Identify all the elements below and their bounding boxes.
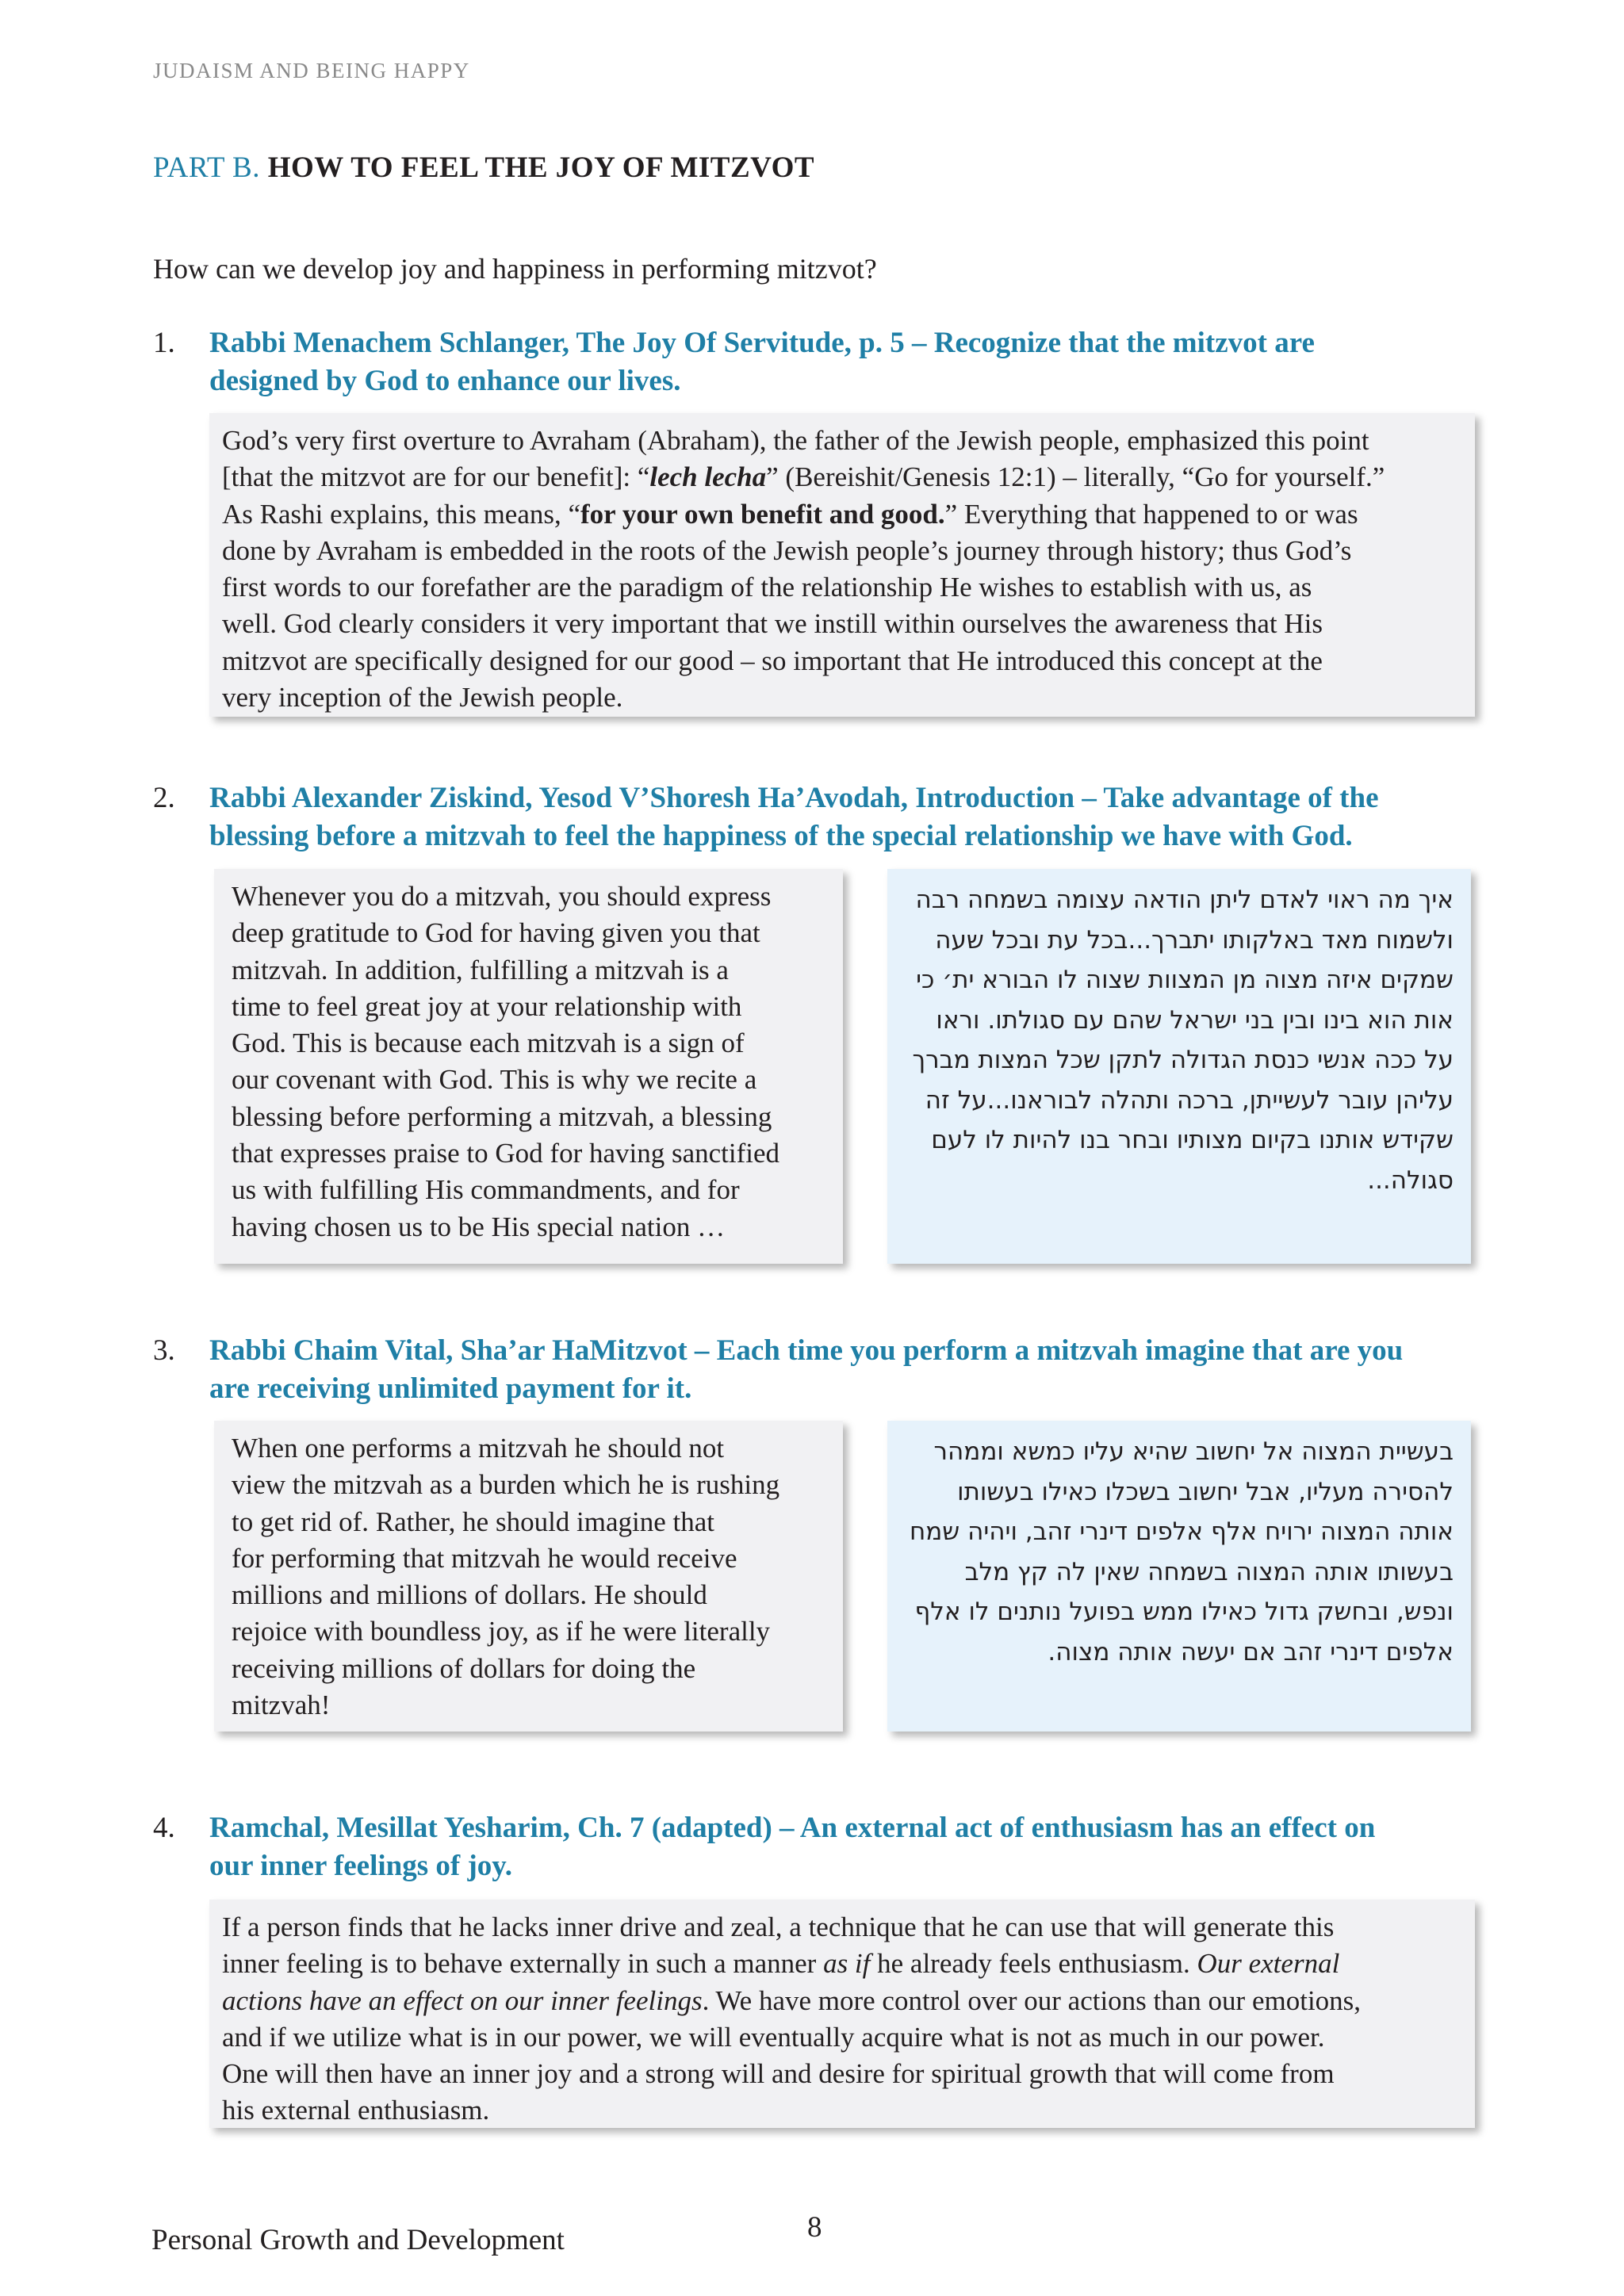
- english-text-box: [214, 869, 843, 1264]
- intro-question: How can we develop joy and happiness in performing mitzvot?: [153, 253, 877, 285]
- source-title-line: are receiving unlimited payment for it.: [209, 1372, 692, 1405]
- text-line: God’s very first overture to Avraham (Abraham), the father of the Jewish people, emphasized this point: [222, 425, 1369, 456]
- text-line: mitzvah!: [232, 1689, 331, 1721]
- text-line: millions and millions of dollars. He should: [232, 1579, 707, 1611]
- text-line: us with fulfilling His commandments, and for: [232, 1174, 740, 1206]
- text-line: mitzvot are specifically designed for our good – so important that He introduced this concept at the: [222, 645, 1323, 676]
- source-title: [209, 779, 1469, 855]
- text-line: God. This is because each mitzvah is a sign of: [232, 1027, 745, 1059]
- hebrew-line: ולשמוח מאד באלקותו יתברך...בכל עת ובכל שעה: [935, 925, 1454, 955]
- hebrew-line: ונפש, ובחשק גדול כאילו ממש בפועל נותנים לו אלף: [914, 1598, 1454, 1626]
- text-line: done by Avraham is embedded in the roots of the Jewish people’s journey through history; thus God’s: [222, 534, 1352, 566]
- text-line: very inception of the Jewish people.: [222, 682, 623, 714]
- source-title-line: Ramchal, Mesillat Yesharim, Ch. 7 (adapted) – An external act of enthusiasm has an effect on: [209, 1812, 1376, 1844]
- hebrew-line: להסירה מעליו, אבל יחשוב בשכלו כאילו בעשותו: [957, 1477, 1454, 1506]
- hebrew-text-box: [887, 869, 1471, 1264]
- emphasis: as if: [823, 1948, 871, 1980]
- hebrew-line: שמקים איזה מצוה מן המצוות שצוה לו הבורא ית׳ כי: [916, 966, 1454, 994]
- text-line: receiving millions of dollars for doing the: [232, 1652, 696, 1684]
- part-title: HOW TO FEEL THE JOY OF MITZVOT: [267, 151, 815, 184]
- english-text-box: [209, 1900, 1475, 2128]
- footer-section-name: Personal Growth and Development: [151, 2224, 565, 2256]
- emphasis: Our external: [1197, 1948, 1340, 1980]
- text-line: view the mitzvah as a burden which he is rushing: [232, 1469, 780, 1501]
- source-heading-3: [153, 1332, 1469, 1408]
- english-text-box: [214, 1421, 843, 1732]
- source-title-line: Rabbi Menachem Schlanger, The Joy Of Servitude, p. 5 – Recognize that the mitzvot are: [209, 327, 1315, 359]
- english-text-box: [209, 413, 1475, 717]
- text-line: his external enthusiasm.: [222, 2095, 490, 2126]
- text-line: blessing before performing a mitzvah, a blessing: [232, 1100, 772, 1132]
- text-line: deep gratitude to God for having given you that: [232, 917, 760, 949]
- hebrew-line: אלפים דינרי זהב אם יעשה אותה מצוה.: [1048, 1637, 1454, 1667]
- running-head: JUDAISM AND BEING HAPPY: [153, 59, 470, 82]
- text-line: and if we utilize what is in our power, we will eventually acquire what is not as much in our power.: [222, 2021, 1325, 2053]
- hebrew-line: אותה המצוה ירויח אלף אלפים דינרי זהב, ויהיה שמח: [909, 1517, 1454, 1546]
- part-heading: [153, 151, 814, 185]
- text-line: rejoice with boundless joy, as if he were literally: [232, 1616, 771, 1647]
- text-line: time to feel great joy at your relationship with: [232, 990, 742, 1022]
- source-title: [209, 1332, 1469, 1408]
- text-line: well. God clearly considers it very important that we instill within ourselves the awareness that His: [222, 608, 1323, 640]
- text-line: actions have an effect on our inner feelings. We have more control over our actions than our emotions,: [222, 1984, 1362, 2016]
- source-number: 1.: [153, 327, 175, 359]
- source-title: [209, 1809, 1469, 1885]
- source-title-line: Rabbi Alexander Ziskind, Yesod V’Shoresh Ha’Avodah, Introduction – Take advantage of the: [209, 782, 1379, 814]
- hebrew-line: על ככה אנשי כנסת הגדולה לתקן שכל המצות מברך: [912, 1046, 1454, 1074]
- text-line: When one performs a mitzvah he should not: [232, 1433, 725, 1464]
- part-label: PART B.: [153, 151, 260, 184]
- hebrew-line: אות הוא בינו ובין בני ישראל שהם עם סגולתו. וראו: [936, 1005, 1454, 1035]
- source-number: 2.: [153, 782, 175, 814]
- text-line: Whenever you do a mitzvah, you should express: [232, 881, 772, 912]
- source-heading-2: [153, 779, 1469, 855]
- text-line: having chosen us to be His special nation …: [232, 1211, 726, 1242]
- source-number: 4.: [153, 1812, 175, 1844]
- source-heading-4: [153, 1809, 1469, 1885]
- hebrew-line: בעשיית המצוה אל יחשוב שהיא עליו כמשא וממהר: [933, 1437, 1454, 1466]
- hebrew-line: איך מה ראוי לאדם ליתן הודאה עצומה בשמחה רבה: [915, 886, 1454, 914]
- source-heading-1: [153, 324, 1469, 400]
- page-number: 8: [807, 2211, 822, 2244]
- text-line: [that the mitzvot are for our benefit]: “lech lecha” (Bereishit/Genesis 12:1) – literally, “Go for yourself.”: [222, 461, 1385, 493]
- text-line: first words to our forefather are the paradigm of the relationship He wishes to establish with us, as: [222, 572, 1312, 603]
- text-line: As Rashi explains, this means, “for your own benefit and good.” Everything that happened to or was: [222, 498, 1358, 530]
- source-title: [209, 324, 1469, 400]
- hebrew-text-box: [887, 1421, 1471, 1732]
- source-title-line: designed by God to enhance our lives.: [209, 365, 681, 397]
- text-line: One will then have an inner joy and a strong will and desire for spiritual growth that will come from: [222, 2058, 1335, 2090]
- text-line: mitzvah. In addition, fulfilling a mitzvah is a: [232, 954, 729, 985]
- hebrew-line: סגולה...: [1367, 1165, 1454, 1195]
- bold-phrase: for your own benefit and good.: [580, 498, 945, 530]
- source-number: 3.: [153, 1334, 175, 1367]
- text-line: that expresses praise to God for having sanctified: [232, 1138, 780, 1169]
- hebrew-line: בעשותו אותה המצוה בשמחה שאין לה קץ מלב: [964, 1557, 1454, 1586]
- text-line: our covenant with God. This is why we recite a: [232, 1064, 757, 1096]
- text-line: for performing that mitzvah he would receive: [232, 1542, 737, 1574]
- source-title-line: our inner feelings of joy.: [209, 1850, 512, 1882]
- source-title-line: Rabbi Chaim Vital, Sha’ar HaMitzvot – Each time you perform a mitzvah imagine that are you: [209, 1334, 1404, 1367]
- emphasis: lech lecha: [649, 461, 767, 493]
- hebrew-line: עליהן עובר לעשייתן, ברכה ותהלה לבוראנו...על זה: [925, 1085, 1454, 1115]
- hebrew-line: שקידש אותנו בקיום מצותיו ובחר בנו להיות לו לעם: [931, 1126, 1454, 1154]
- text-line: to get rid of. Rather, he should imagine that: [232, 1506, 715, 1537]
- text-line: If a person finds that he lacks inner drive and zeal, a technique that he can use that will generate this: [222, 1911, 1335, 1942]
- emphasis: actions have an effect on our inner feelings: [222, 1984, 703, 2016]
- source-title-line: blessing before a mitzvah to feel the happiness of the special relationship we have with God.: [209, 820, 1353, 852]
- text-line: inner feeling is to behave externally in such a manner as if he already feels enthusiasm. Our external: [222, 1948, 1340, 1980]
